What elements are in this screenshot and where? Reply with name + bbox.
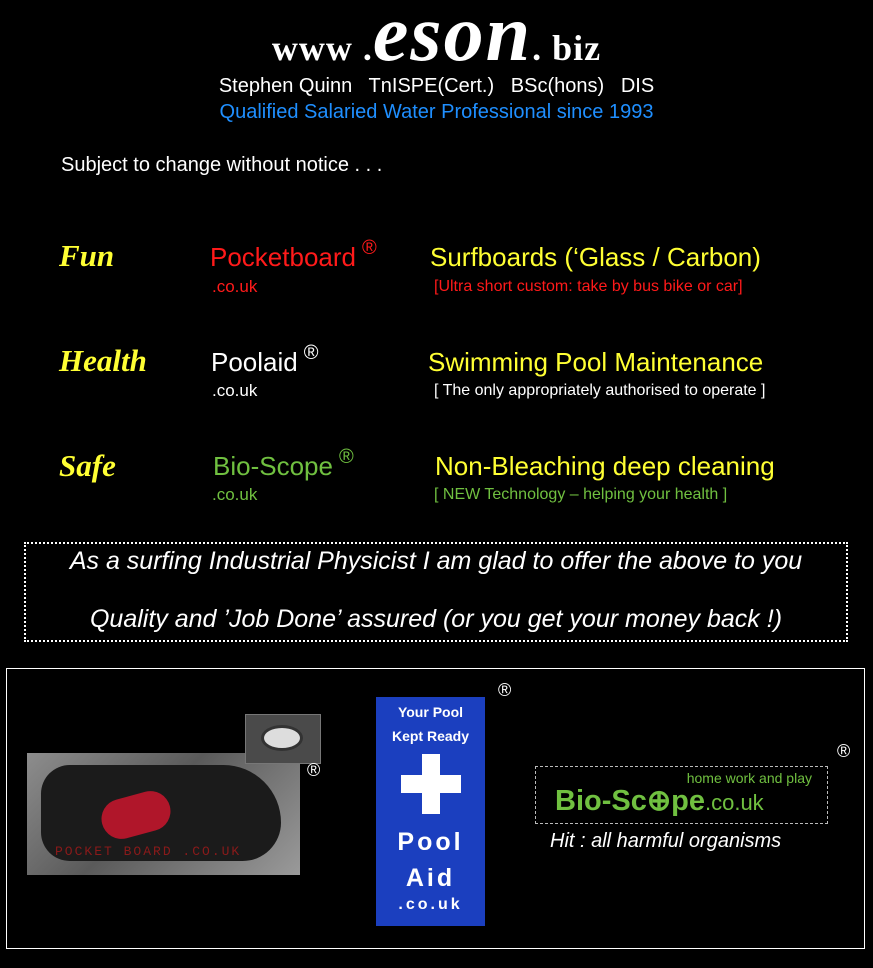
brand-pocketboard[interactable] — [210, 237, 377, 273]
service-detail: [ The only appropriately authorised to operate ] — [434, 382, 766, 399]
service-title: Surfboards (‘Glass / Carbon) — [430, 242, 761, 272]
category-safe: Safe — [59, 448, 116, 483]
service-title: Non-Bleaching deep cleaning — [435, 451, 775, 481]
registered-mark: ® — [303, 342, 319, 364]
qualification: Qualified Salaried Water Professional since 1993 — [219, 101, 654, 123]
service-detail: [ NEW Technology – helping your health ] — [434, 486, 728, 503]
poolaid-tagline-2: Kept Ready — [391, 728, 470, 744]
foot-strap-image — [97, 787, 175, 844]
quote-line-1: As a surfing Industrial Physicist I am glad to offer the above to you — [69, 547, 803, 575]
registered-mark: ® — [361, 237, 377, 259]
poolaid-domain: .co.uk — [398, 896, 463, 913]
category-health: Health — [59, 343, 147, 378]
quote-line-2: Quality and ’Job Done’ assured (or you get your money back !) — [89, 605, 783, 633]
pocketboard-photo[interactable] — [27, 753, 300, 875]
poolaid-word-aid: Aid — [405, 864, 456, 892]
bioscope-tagline: home work and play — [686, 770, 812, 786]
site-url-heading — [0, 0, 873, 78]
brand-domain: .co.uk — [212, 485, 258, 504]
brand-bioscope[interactable] — [213, 446, 354, 482]
registered-mark: ® — [837, 741, 851, 761]
url-main: eson — [372, 0, 533, 78]
service-detail: [Ultra short custom: take by bus bike or car] — [434, 278, 743, 295]
brand-label: Pocketboard — [210, 242, 356, 272]
notice-text: Subject to change without notice . . . — [61, 154, 383, 176]
bioscope-hit-text: Hit : all harmful organisms — [550, 830, 782, 852]
bioscope-logo-name — [555, 783, 764, 818]
bioscope-name: Bio-Sc⊕pe — [555, 785, 705, 817]
registered-mark: ® — [498, 680, 512, 700]
photo-board-lettering: POCKET BOARD .CO.UK — [55, 844, 242, 859]
bioscope-domain: .co.uk — [704, 790, 764, 815]
category-fun: Fun — [59, 238, 115, 273]
registered-mark: ® — [338, 446, 354, 468]
pocketboard-inset-photo — [245, 714, 321, 764]
brand-domain: .co.uk — [212, 381, 258, 400]
inset-ring-image — [261, 725, 303, 751]
poolaid-tagline-1: Your Pool — [397, 704, 464, 720]
brand-domain: .co.uk — [212, 277, 258, 296]
service-title: Swimming Pool Maintenance — [428, 347, 764, 377]
poolaid-word-pool: Pool — [397, 828, 464, 856]
brand-poolaid[interactable] — [211, 342, 319, 378]
registered-mark: ® — [307, 760, 321, 780]
url-prefix: www . — [271, 28, 373, 68]
brand-label: Bio-Scope — [213, 451, 333, 481]
poolaid-logo[interactable] — [376, 697, 485, 926]
url-suffix: . biz — [532, 28, 602, 68]
brand-label: Poolaid — [211, 347, 298, 377]
credentials: Stephen Quinn TnISPE(Cert.) BSc(hons) DIS — [218, 75, 655, 97]
cross-icon — [401, 754, 461, 814]
